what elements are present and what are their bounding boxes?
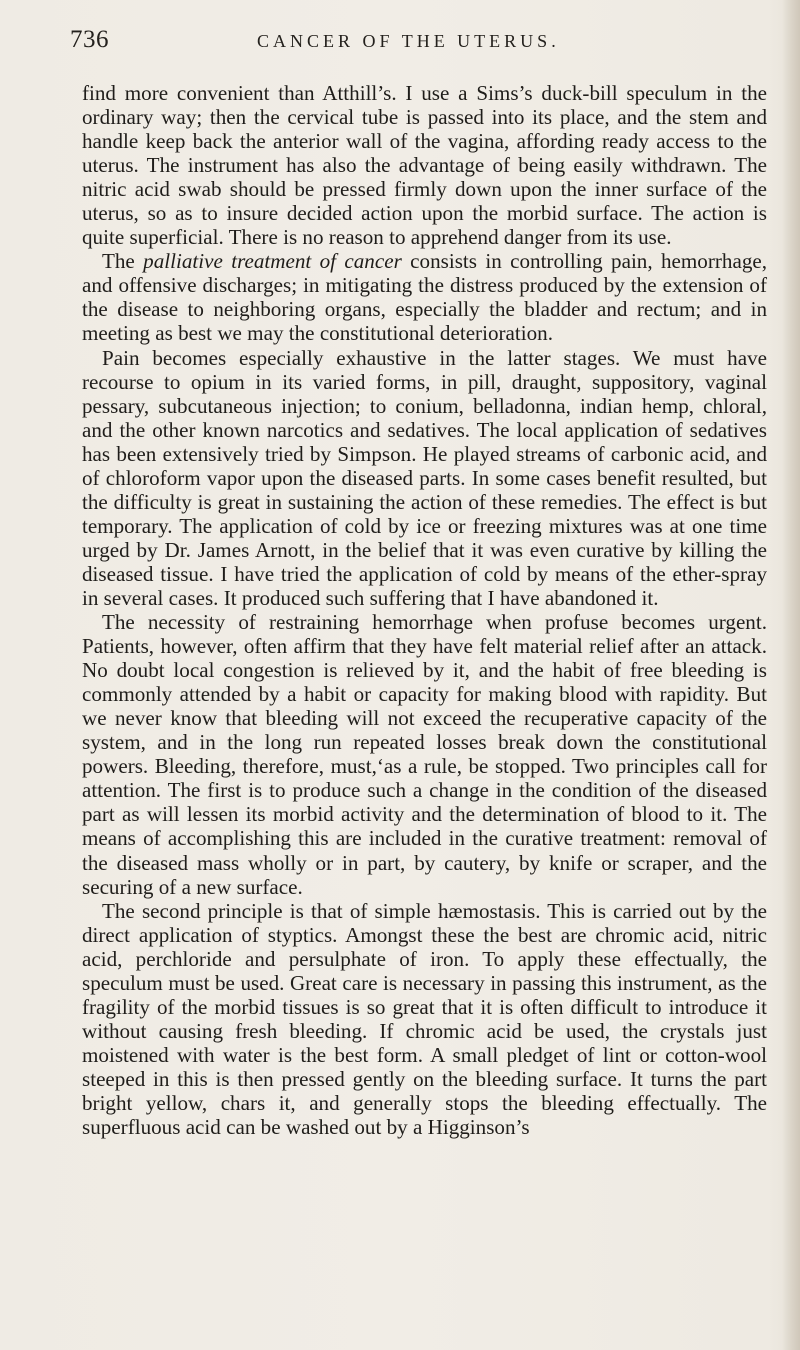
paragraph-5: The second principle is that of simple hæmostasis. This is carried out by the direct application of styptics. Amongst these the best are chromic acid, nitric acid, perchloride and persulphate of iron. To apply these effectually, the speculum must be used. Great care is necessary in passing this instrument, as the fragility of the morbid tissues is so great that it is often difficult to introduce it without causing fresh bleeding. If chromic acid be used, the crystals just moistened with water is the best form. A small pledget of lint or cotton-wool steeped in this is then pressed gently on the bleeding surface. It turns the part bright yellow, chars it, and generally stops the bleeding effectually. The superfluous acid can be washed out by a Higginson’s bbox=[82, 898, 767, 1140]
paragraph-4: The necessity of restraining hemorrhage when profuse becomes urgent. Patients, however, often affirm that they have felt material relief after an attack. No doubt local congestion is relieved by it, and the habit of free bleeding is commonly attended by a habit or capacity for making blood with rapidity. But we never know that bleeding will not exceed the recuperative capacity of the system, and in the long run repeated losses break down the constitutional powers. Bleeding, therefore, must,‘as a rule, be stopped. Two principles call for attention. The first is to produce such a change in the condition of the diseased part as will lessen its morbid activity and the determination of blood to it. The means of accomplishing this are included in the curative treatment: removal of the diseased mass wholly or in part, by cautery, by knife or scraper, and the securing of a new surface. bbox=[82, 610, 767, 899]
running-title: CANCER OF THE UTERUS. bbox=[257, 31, 560, 51]
paragraph-2 bbox=[82, 249, 767, 345]
body-text bbox=[82, 81, 767, 1139]
page-header bbox=[70, 26, 770, 62]
paragraph-3: Pain becomes especially exhaustive in the latter stages. We must have recourse to opium in its varied forms, in pill, draught, suppository, vaginal pessary, subcutaneous injection; to conium, belladonna, indian hemp, chloral, and the other known narcotics and sedatives. The local application of sedatives has been extensively tried by Simpson. He played streams of carbonic acid, and of chloroform vapor upon the diseased parts. In some cases benefit resulted, but the difficulty is great in sustaining the action of these remedies. The effect is but temporary. The application of cold by ice or freezing mixtures was at one time urged by Dr. James Arnott, in the belief that it was even curative by killing the diseased tissue. I have tried the application of cold by means of the ether-spray in several cases. It produced such suffering that I have abandoned it. bbox=[82, 345, 767, 610]
paragraph-2-italic-term: palliative treatment of cancer bbox=[143, 249, 402, 274]
paragraph-2-lead: The bbox=[102, 249, 135, 274]
page-edge-shadow bbox=[782, 0, 800, 1350]
paragraph-1: find more convenient than Atthill’s. I use a Sims’s duck-bill speculum in the ordinary way; then the cervical tube is passed into its place, and the stem and handle keep back the anterior wall of the vagina, affording ready access to the uterus. The instrument has also the advantage of being easily withdrawn. The nitric acid swab should be pressed firmly down upon the inner surface of the uterus, so as to insure decided action upon the morbid surface. The action is quite superficial. There is no reason to apprehend danger from its use. bbox=[82, 81, 767, 250]
paragraph-2-text: consists in controlling pain, hemorrhage, and offensive discharges; in mitigating the distress produced by the extension of the disease to neighboring organs, especially the bladder and rectum; and in meeting as best we may the constitutional deterioration. bbox=[82, 249, 767, 346]
page-number: 736 bbox=[70, 26, 109, 53]
